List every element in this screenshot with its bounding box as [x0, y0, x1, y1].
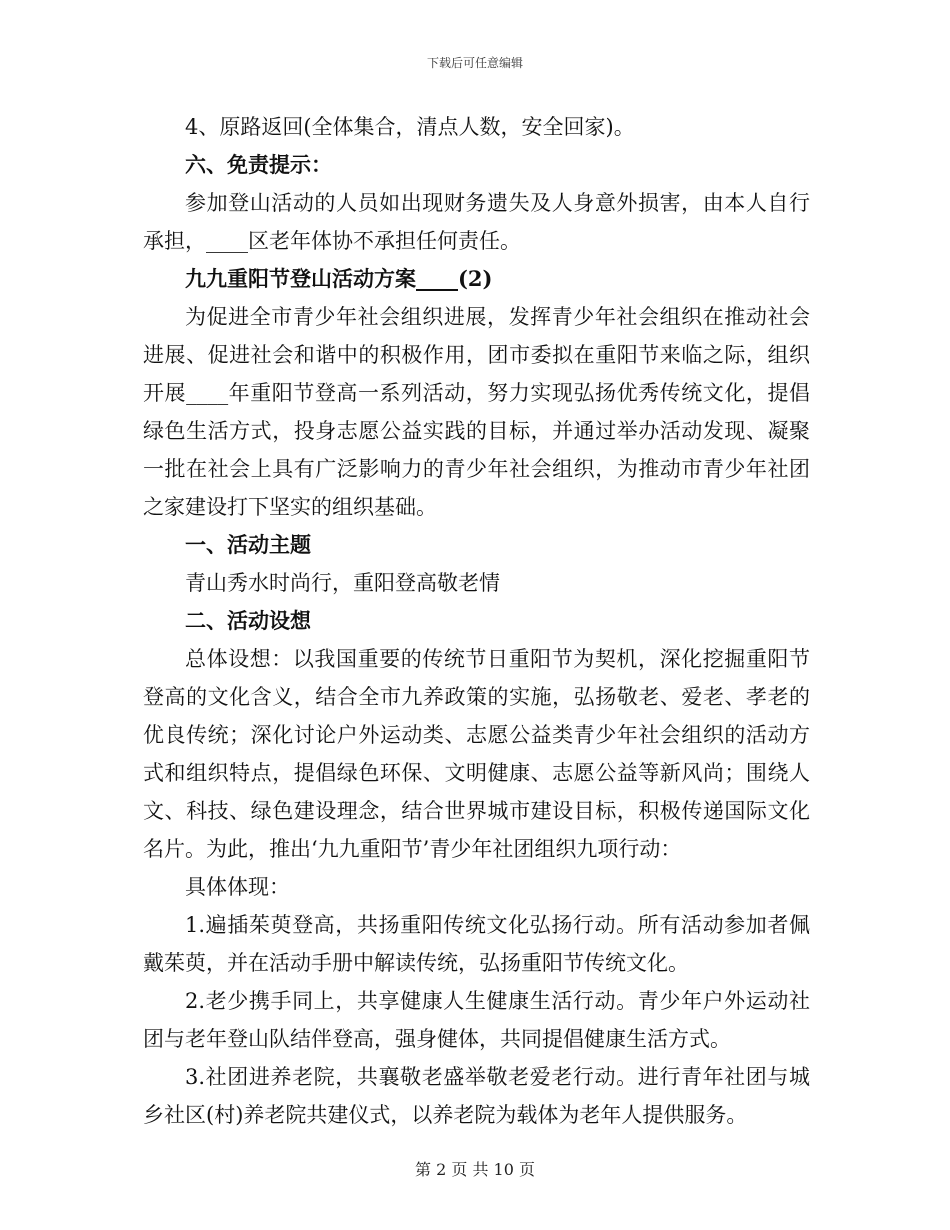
- heading-concept: 二、活动设想: [185, 608, 311, 633]
- heading-theme: 一、活动主题: [185, 532, 311, 557]
- document-body: [143, 108, 810, 1134]
- paragraph-specifics-label: 具体体现：: [185, 875, 290, 899]
- paragraph-theme: 青山秀水时尚行，重阳登高敬老情: [185, 571, 500, 595]
- list-item-3: 3.社团进养老院，共襄敬老盛举敬老爱老行动。进行青年社团与城乡社区(村)养老院共建仪式，以养老院为载体为老年人提供服务。: [143, 1065, 810, 1127]
- header-note: 下载后可任意编辑: [426, 56, 523, 70]
- paragraph-concept: 总体设想：以我国重要的传统节日重阳节为契机，深化挖掘重阳节登高的文化含义，结合全市九养政策的实施，弘扬敬老、爱老、孝老的优良传统；深化讨论户外运动类、志愿公益类青少年社会组织的活动方式和组织特点，提倡绿色环保、文明健康、志愿公益等新风尚；围绕人文、科技、绿色建设理念，结合世界城市建设目标，积极传递国际文化名片。为此，推出‘九九重阳节’青少年社团组织九项行动：: [143, 647, 810, 861]
- paragraph-return-route: 4、原路返回(全体集合，清点人数，安全回家)。: [185, 115, 635, 139]
- list-item-1: 1.遍插茱萸登高，共扬重阳传统文化弘扬行动。所有活动参加者佩戴茱萸，并在活动手册中解读传统，弘扬重阳节传统文化。: [143, 913, 810, 975]
- paragraph-disclaimer: 参加登山活动的人员如出现财务遗失及人身意外损害，由本人自行承担，____区老年体协不承担任何责任。: [143, 191, 810, 253]
- heading-plan-title: 九九重阳节登山活动方案____(2): [185, 266, 493, 291]
- list-item-2: 2.老少携手同上，共享健康人生健康生活行动。青少年户外运动社团与老年登山队结伴登高，强身健体，共同提倡健康生活方式。: [143, 989, 810, 1051]
- paragraph-intro: 为促进全市青少年社会组织进展，发挥青少年社会组织在推动社会进展、促进社会和谐中的积极作用，团市委拟在重阳节来临之际，组织开展____年重阳节登高一系列活动，努力实现弘扬优秀传统文化，提倡绿色生活方式，投身志愿公益实践的目标，并通过举办活动发现、凝聚一批在社会上具有广泛影响力的青少年社会组织，为推动市青少年社团之家建设打下坚实的组织基础。: [143, 305, 810, 519]
- page-number: 第 2 页 共 10 页: [415, 1160, 535, 1179]
- heading-disclaimer: 六、免责提示：: [185, 152, 332, 177]
